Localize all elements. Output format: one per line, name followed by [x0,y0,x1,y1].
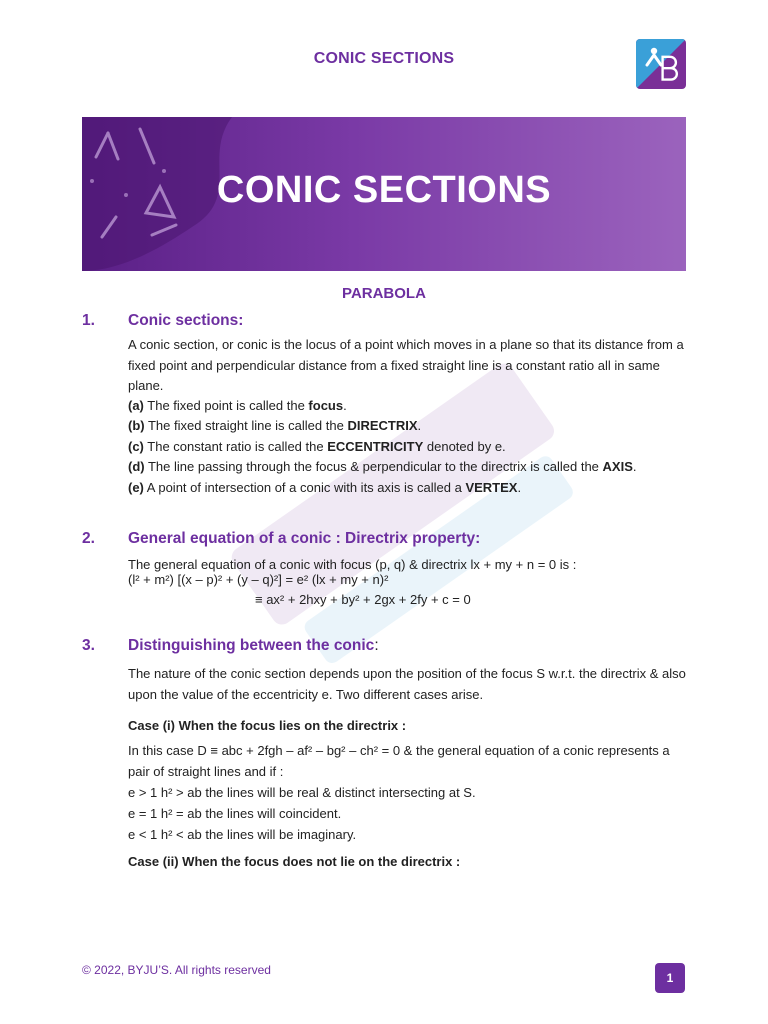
section-title: General equation of a conic : Directrix property: [128,530,481,547]
section-number: 1. [82,312,95,329]
equation-line: (l² + m²) [(x – p)² + (y – q)²] = e² (lx + my + n)² [128,572,389,587]
list-item: (a) The fixed point is called the focus. [128,398,347,413]
case-heading: Case (ii) When the focus does not lie on the directrix : [128,854,461,869]
section-paragraph: In this case D ≡ abc + 2fgh – af² – bg² – ch² = 0 & the general equation of a conic represents a pair of straight lines and if : [128,743,670,779]
section-number: 3. [82,637,95,654]
condition-line: e = 1 h² = ab the lines will coincident. [128,806,342,821]
title-banner [82,117,686,271]
page-number-badge: 1 [655,963,685,993]
section-number: 2. [82,530,95,547]
section-title: Conic sections: [128,312,244,329]
condition-line: e > 1 h² > ab the lines will be real & distinct intersecting at S. [128,785,476,800]
list-item: (b) The fixed straight line is called the DIRECTRIX. [128,418,422,433]
section-paragraph: The nature of the conic section depends upon the position of the focus S w.r.t. the directrix & also upon the value of the eccentricity e. Two different cases arise. [128,666,686,702]
footer-copyright: © 2022, BYJU’S. All rights reserved [82,963,271,977]
section-paragraph: A conic section, or conic is the locus of a point which moves in a plane so that its distance from a fixed point and perpendicular distance from a fixed straight line is a constant ratio all in same plane. [128,337,684,393]
equation-line: The general equation of a conic with focus (p, q) & directrix lx + my + n = 0 is : [128,557,577,572]
case-heading: Case (i) When the focus lies on the directrix : [128,718,407,733]
section-title: Distinguishing between the conic: [128,637,379,654]
banner-title: CONIC SECTIONS [216,169,552,211]
byjus-logo-icon [636,39,686,89]
header-title: CONIC SECTIONS [313,50,455,67]
list-item: (c) The constant ratio is called the ECCENTRICITY denoted by e. [128,439,506,454]
list-item: (e) A point of intersection of a conic with its axis is called a VERTEX. [128,480,522,495]
list-item: (d) The line passing through the focus & perpendicular to the directrix is called the AXIS. [128,459,637,474]
section-subheading: PARABOLA [342,285,426,302]
condition-line: e < 1 h² < ab the lines will be imaginary. [128,827,357,842]
equation-line: ≡ ax² + 2hxy + by² + 2gx + 2fy + c = 0 [255,592,471,607]
